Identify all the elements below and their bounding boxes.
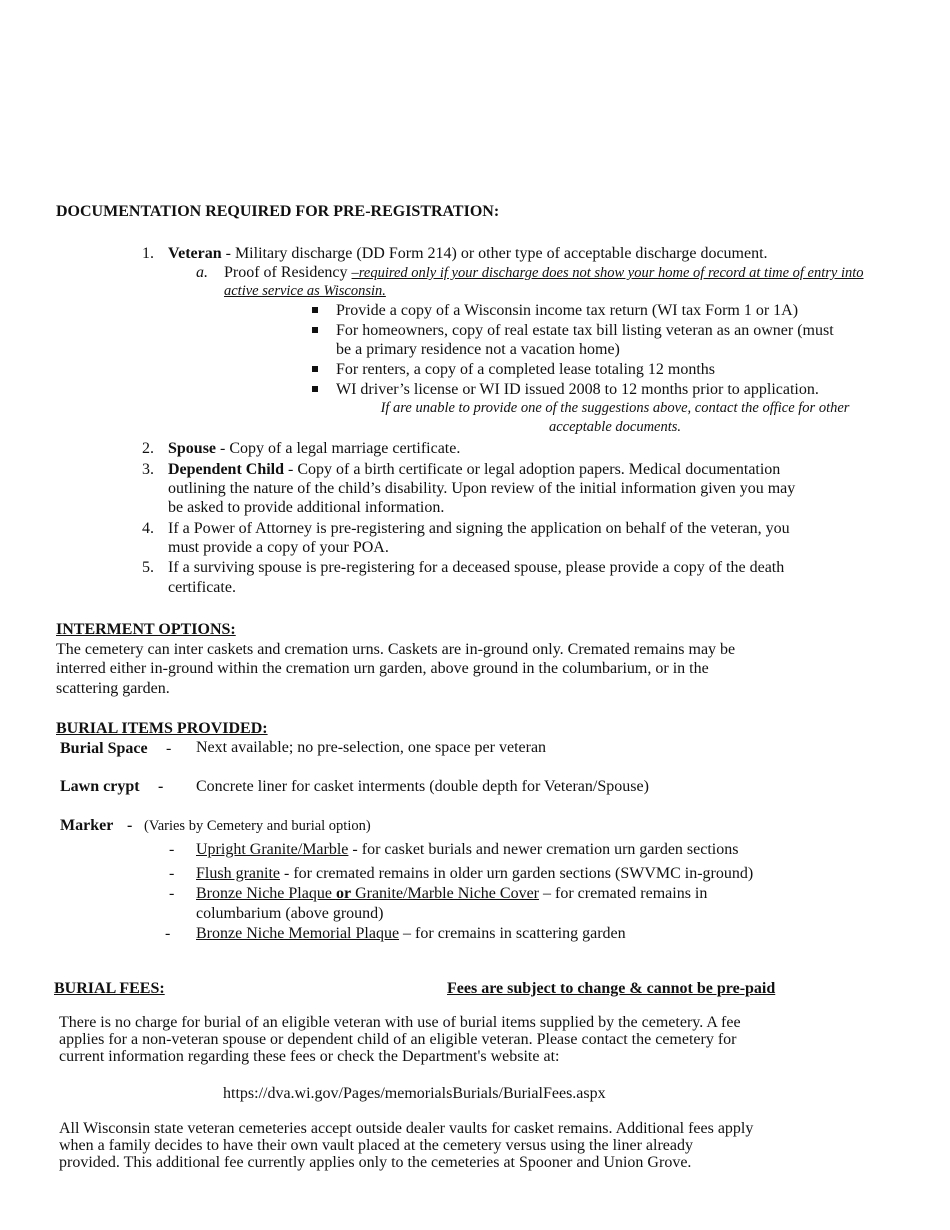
list-number: 5. <box>142 559 154 576</box>
proof-of-residency <box>224 263 864 283</box>
interment-heading: INTERMENT OPTIONS: <box>56 621 236 638</box>
list-dash: - <box>165 925 171 942</box>
item-text: - Copy of a birth certificate or legal adoption papers. Medical documentation <box>284 461 781 478</box>
proof-label: Proof of Residency <box>224 264 352 281</box>
interment-text: The cemetery can inter caskets and cremation urns. Caskets are in-ground only. Cremated remains may be <box>56 641 736 658</box>
bullet-note-cont: acceptable documents. <box>548 419 682 435</box>
separator-dash: - <box>166 740 172 757</box>
documentation-heading: DOCUMENTATION REQUIRED FOR PRE-REGISTRATION: <box>56 203 500 220</box>
list-item-surviving-spouse: If a surviving spouse is pre-registering for a deceased spouse, please provide a copy of the death <box>168 559 785 576</box>
marker-option-name: Granite/Marble Niche Cover <box>351 885 539 902</box>
list-dash: - <box>169 885 175 902</box>
fees-notice: Fees are subject to change & cannot be pre-paid <box>447 980 776 997</box>
burial-space-label: Burial Space <box>60 740 148 757</box>
marker-option-or: or <box>335 885 352 902</box>
list-item-spouse <box>168 439 460 458</box>
list-number: 1. <box>142 245 154 262</box>
marker-option-name: Bronze Niche Plaque <box>196 885 336 902</box>
item-label: Spouse <box>168 440 217 457</box>
proof-note: –required only if your discharge does not show your home of record at time of entry into <box>351 265 864 281</box>
interment-text: interred either in-ground within the cremation urn garden, above ground in the columbarium, or in the <box>56 660 709 677</box>
bullet-square-icon <box>312 386 318 392</box>
vault-paragraph: when a family decides to have their own vault placed at the cemetery versus using the liner already <box>59 1137 693 1154</box>
item-text: - Military discharge (DD Form 214) or other type of acceptable discharge document. <box>221 245 768 262</box>
separator-dash: - <box>158 778 164 795</box>
fees-url[interactable]: https://dva.wi.gov/Pages/memorialsBurials/BurialFees.aspx <box>223 1085 606 1102</box>
interment-text: scattering garden. <box>56 680 170 697</box>
marker-option <box>196 864 753 883</box>
item-text: - Copy of a legal marriage certificate. <box>216 440 461 457</box>
burial-items-heading: BURIAL ITEMS PROVIDED: <box>56 720 268 737</box>
list-number: 2. <box>142 440 154 457</box>
marker-option-text: - for cremated remains in older urn garden sections (SWVMC in-ground) <box>280 865 754 882</box>
item-text-cont: be asked to provide additional information. <box>168 499 445 516</box>
vault-paragraph: All Wisconsin state veteran cemeteries accept outside dealer vaults for casket remains. Additional fees apply <box>59 1120 754 1137</box>
bullet-item-cont: be a primary residence not a vacation home) <box>336 341 620 358</box>
item-label: Veteran <box>168 245 222 262</box>
marker-option <box>196 924 626 943</box>
list-item-dependent-child <box>168 460 780 479</box>
bullet-note: If are unable to provide one of the suggestions above, contact the office for other <box>380 400 850 416</box>
marker-option <box>196 884 707 903</box>
bullet-item: For homeowners, copy of real estate tax bill listing veteran as an owner (must <box>336 322 834 339</box>
bullet-square-icon <box>312 366 318 372</box>
item-text-cont: must provide a copy of your POA. <box>168 539 389 556</box>
marker-option <box>196 840 738 859</box>
fees-paragraph: There is no charge for burial of an eligible veteran with use of burial items supplied by the cemetery. A fee <box>59 1014 741 1031</box>
lawn-crypt-label: Lawn crypt <box>60 778 140 795</box>
fees-paragraph: applies for a non-veteran spouse or dependent child of an eligible veteran. Please contact the cemetery for <box>59 1031 737 1048</box>
item-text-cont: outlining the nature of the child’s disability. Upon review of the initial information given you may <box>168 480 796 497</box>
lawn-crypt-text: Concrete liner for casket interments (double depth for Veteran/Spouse) <box>196 778 649 795</box>
marker-option-name: Upright Granite/Marble <box>196 841 349 858</box>
bullet-item: WI driver’s license or WI ID issued 2008 to 12 months prior to application. <box>336 381 819 398</box>
list-dash: - <box>169 841 175 858</box>
item-label: Dependent Child <box>168 461 285 478</box>
separator-dash: - <box>127 817 133 834</box>
marker-label: Marker <box>60 817 114 834</box>
list-item-veteran <box>168 244 768 263</box>
item-text-cont: certificate. <box>168 579 236 596</box>
list-item-poa: If a Power of Attorney is pre-registering and signing the application on behalf of the veteran, you <box>168 520 790 537</box>
marker-note: (Varies by Cemetery and burial option) <box>144 818 371 834</box>
list-number: 4. <box>142 520 154 537</box>
vault-paragraph: provided. This additional fee currently applies only to the cemeteries at Spooner and Union Grove. <box>59 1154 692 1171</box>
proof-note-cont: active service as Wisconsin. <box>224 283 386 299</box>
burial-fees-heading: BURIAL FEES: <box>54 980 165 997</box>
bullet-item: For renters, a copy of a completed lease totaling 12 months <box>336 361 716 378</box>
marker-option-name: Bronze Niche Memorial Plaque <box>196 925 400 942</box>
bullet-square-icon <box>312 307 318 313</box>
burial-space-text: Next available; no pre-selection, one space per veteran <box>196 739 547 756</box>
bullet-item: Provide a copy of a Wisconsin income tax return (WI tax Form 1 or 1A) <box>336 302 799 319</box>
bullet-square-icon <box>312 327 318 333</box>
sub-marker: a. <box>196 264 208 281</box>
marker-option-text: – for cremated remains in <box>539 885 708 902</box>
marker-option-name: Flush granite <box>196 865 280 882</box>
fees-paragraph: current information regarding these fees or check the Department's website at: <box>59 1048 560 1065</box>
marker-option-text: – for cremains in scattering garden <box>399 925 626 942</box>
list-dash: - <box>169 865 175 882</box>
marker-option-cont: columbarium (above ground) <box>196 905 384 922</box>
marker-option-text: - for casket burials and newer cremation urn garden sections <box>348 841 739 858</box>
list-number: 3. <box>142 461 154 478</box>
